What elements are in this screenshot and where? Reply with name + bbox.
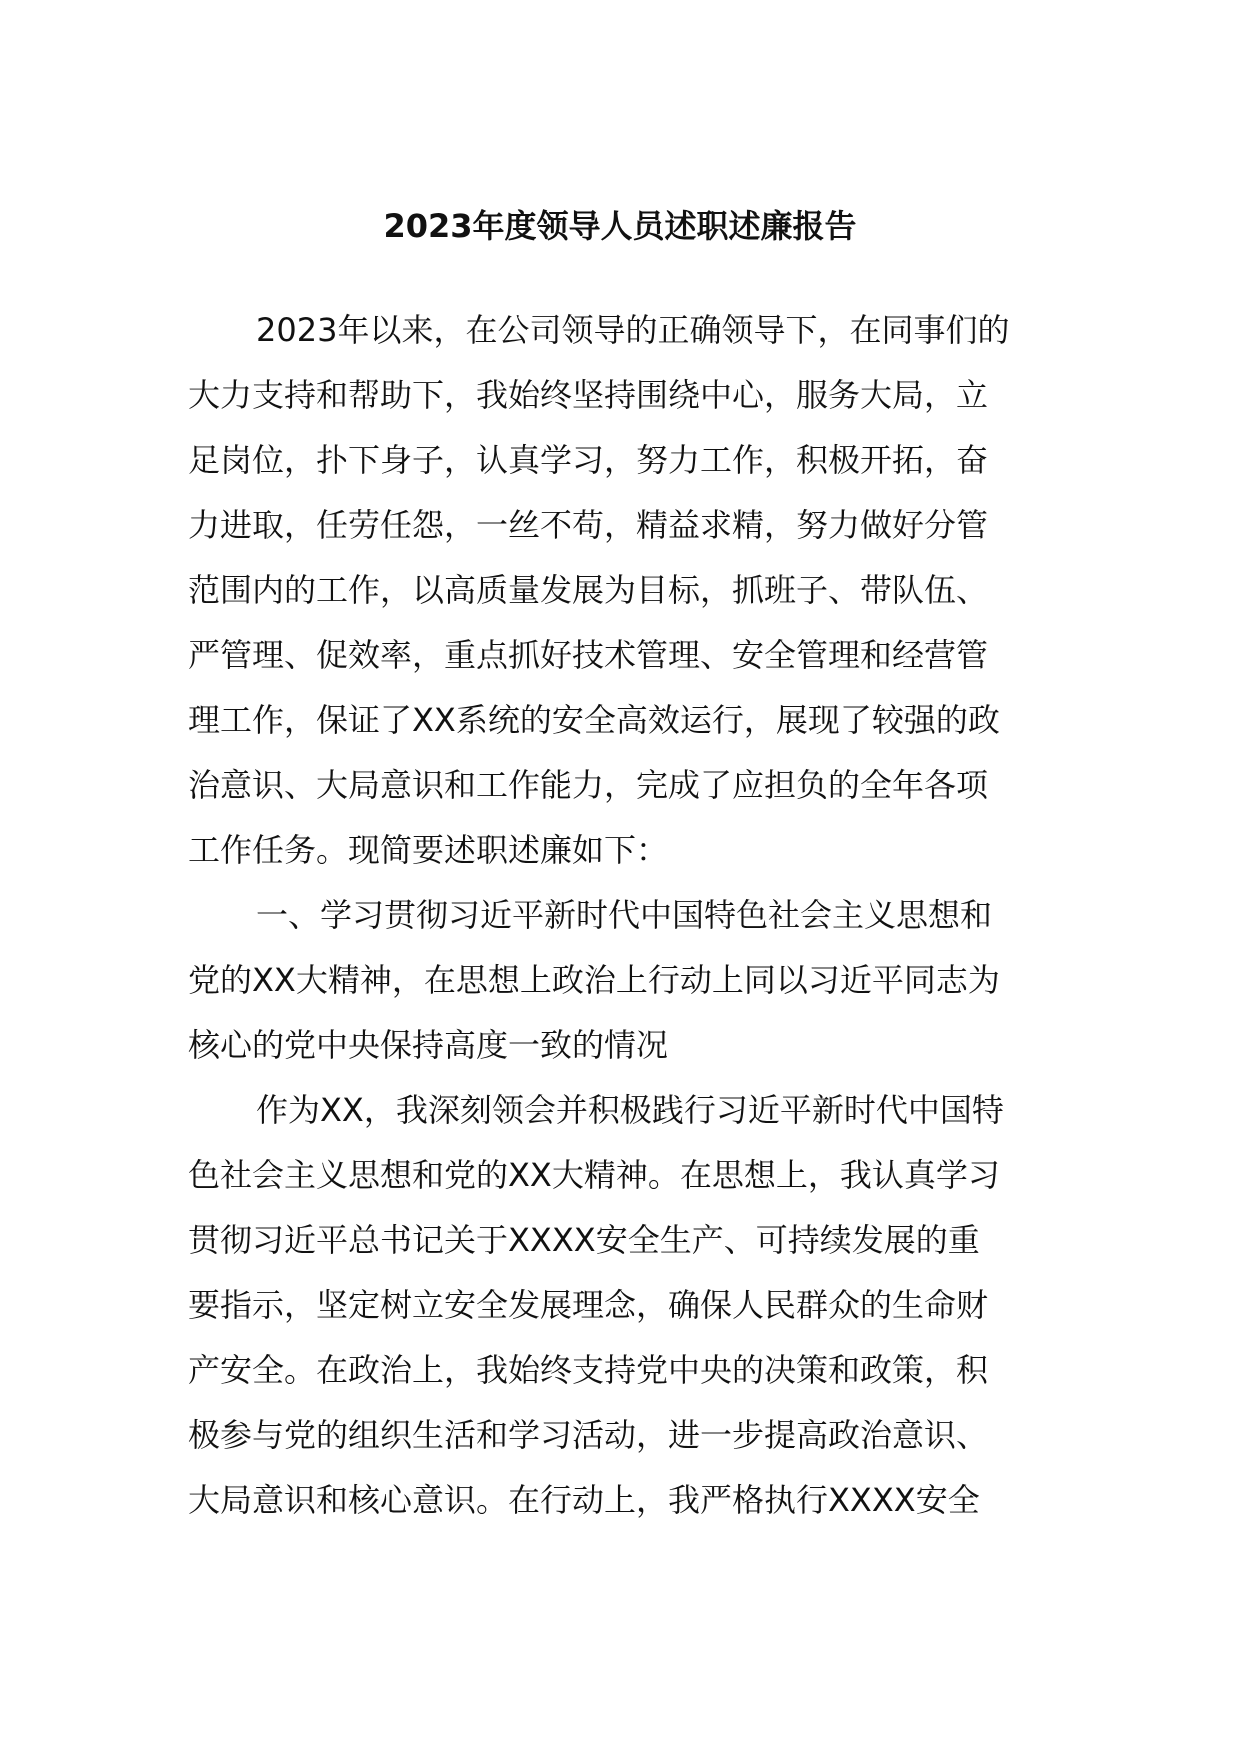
text-line: 一、学习贯彻习近平新时代中国特色社会主义思想和 [256,896,993,934]
text-line: 足岗位，扑下身子，认真学习，努力工作，积极开拓，奋 [188,441,989,479]
text-line: 党的XX大精神，在思想上政治上行动上同以习近平同志为 [188,961,1000,999]
text-line: 2023年以来，在公司领导的正确领导下，在同事们的 [256,311,1010,349]
text-line: 核心的党中央保持高度一致的情况 [188,1026,669,1064]
text-line: 范围内的工作，以高质量发展为目标，抓班子、带队伍、 [188,571,989,609]
text-line: 要指示，坚定树立安全发展理念，确保人民群众的生命财 [188,1286,989,1324]
text-line: 大力支持和帮助下，我始终坚持围绕中心，服务大局，立 [188,376,989,414]
text-line: 工作任务。现简要述职述廉如下： [188,831,669,869]
text-line: 理工作，保证了XX系统的安全高效运行，展现了较强的政 [188,701,1000,739]
text-line: 治意识、大局意识和工作能力，完成了应担负的全年各项 [188,766,989,804]
text-line: 产安全。在政治上，我始终支持党中央的决策和政策，积 [188,1351,989,1389]
text-line: 严管理、促效率，重点抓好技术管理、安全管理和经营管 [188,636,989,674]
text-line: 贯彻习近平总书记关于XXXX安全生产、可持续发展的重 [188,1221,980,1259]
text-line: 作为XX，我深刻领会并积极践行习近平新时代中国特 [256,1091,1004,1129]
document-body [188,298,1056,1533]
text-line: 大局意识和核心意识。在行动上，我严格执行XXXX安全 [188,1481,980,1519]
text-line: 极参与党的组织生活和学习活动，进一步提高政治意识、 [188,1416,989,1454]
text-line: 力进取，任劳任怨，一丝不苟，精益求精，努力做好分管 [188,506,989,544]
document-title: 2023年度领导人员述职述廉报告 [383,207,857,245]
text-line: 色社会主义思想和党的XX大精神。在思想上，我认真学习 [188,1156,1000,1194]
